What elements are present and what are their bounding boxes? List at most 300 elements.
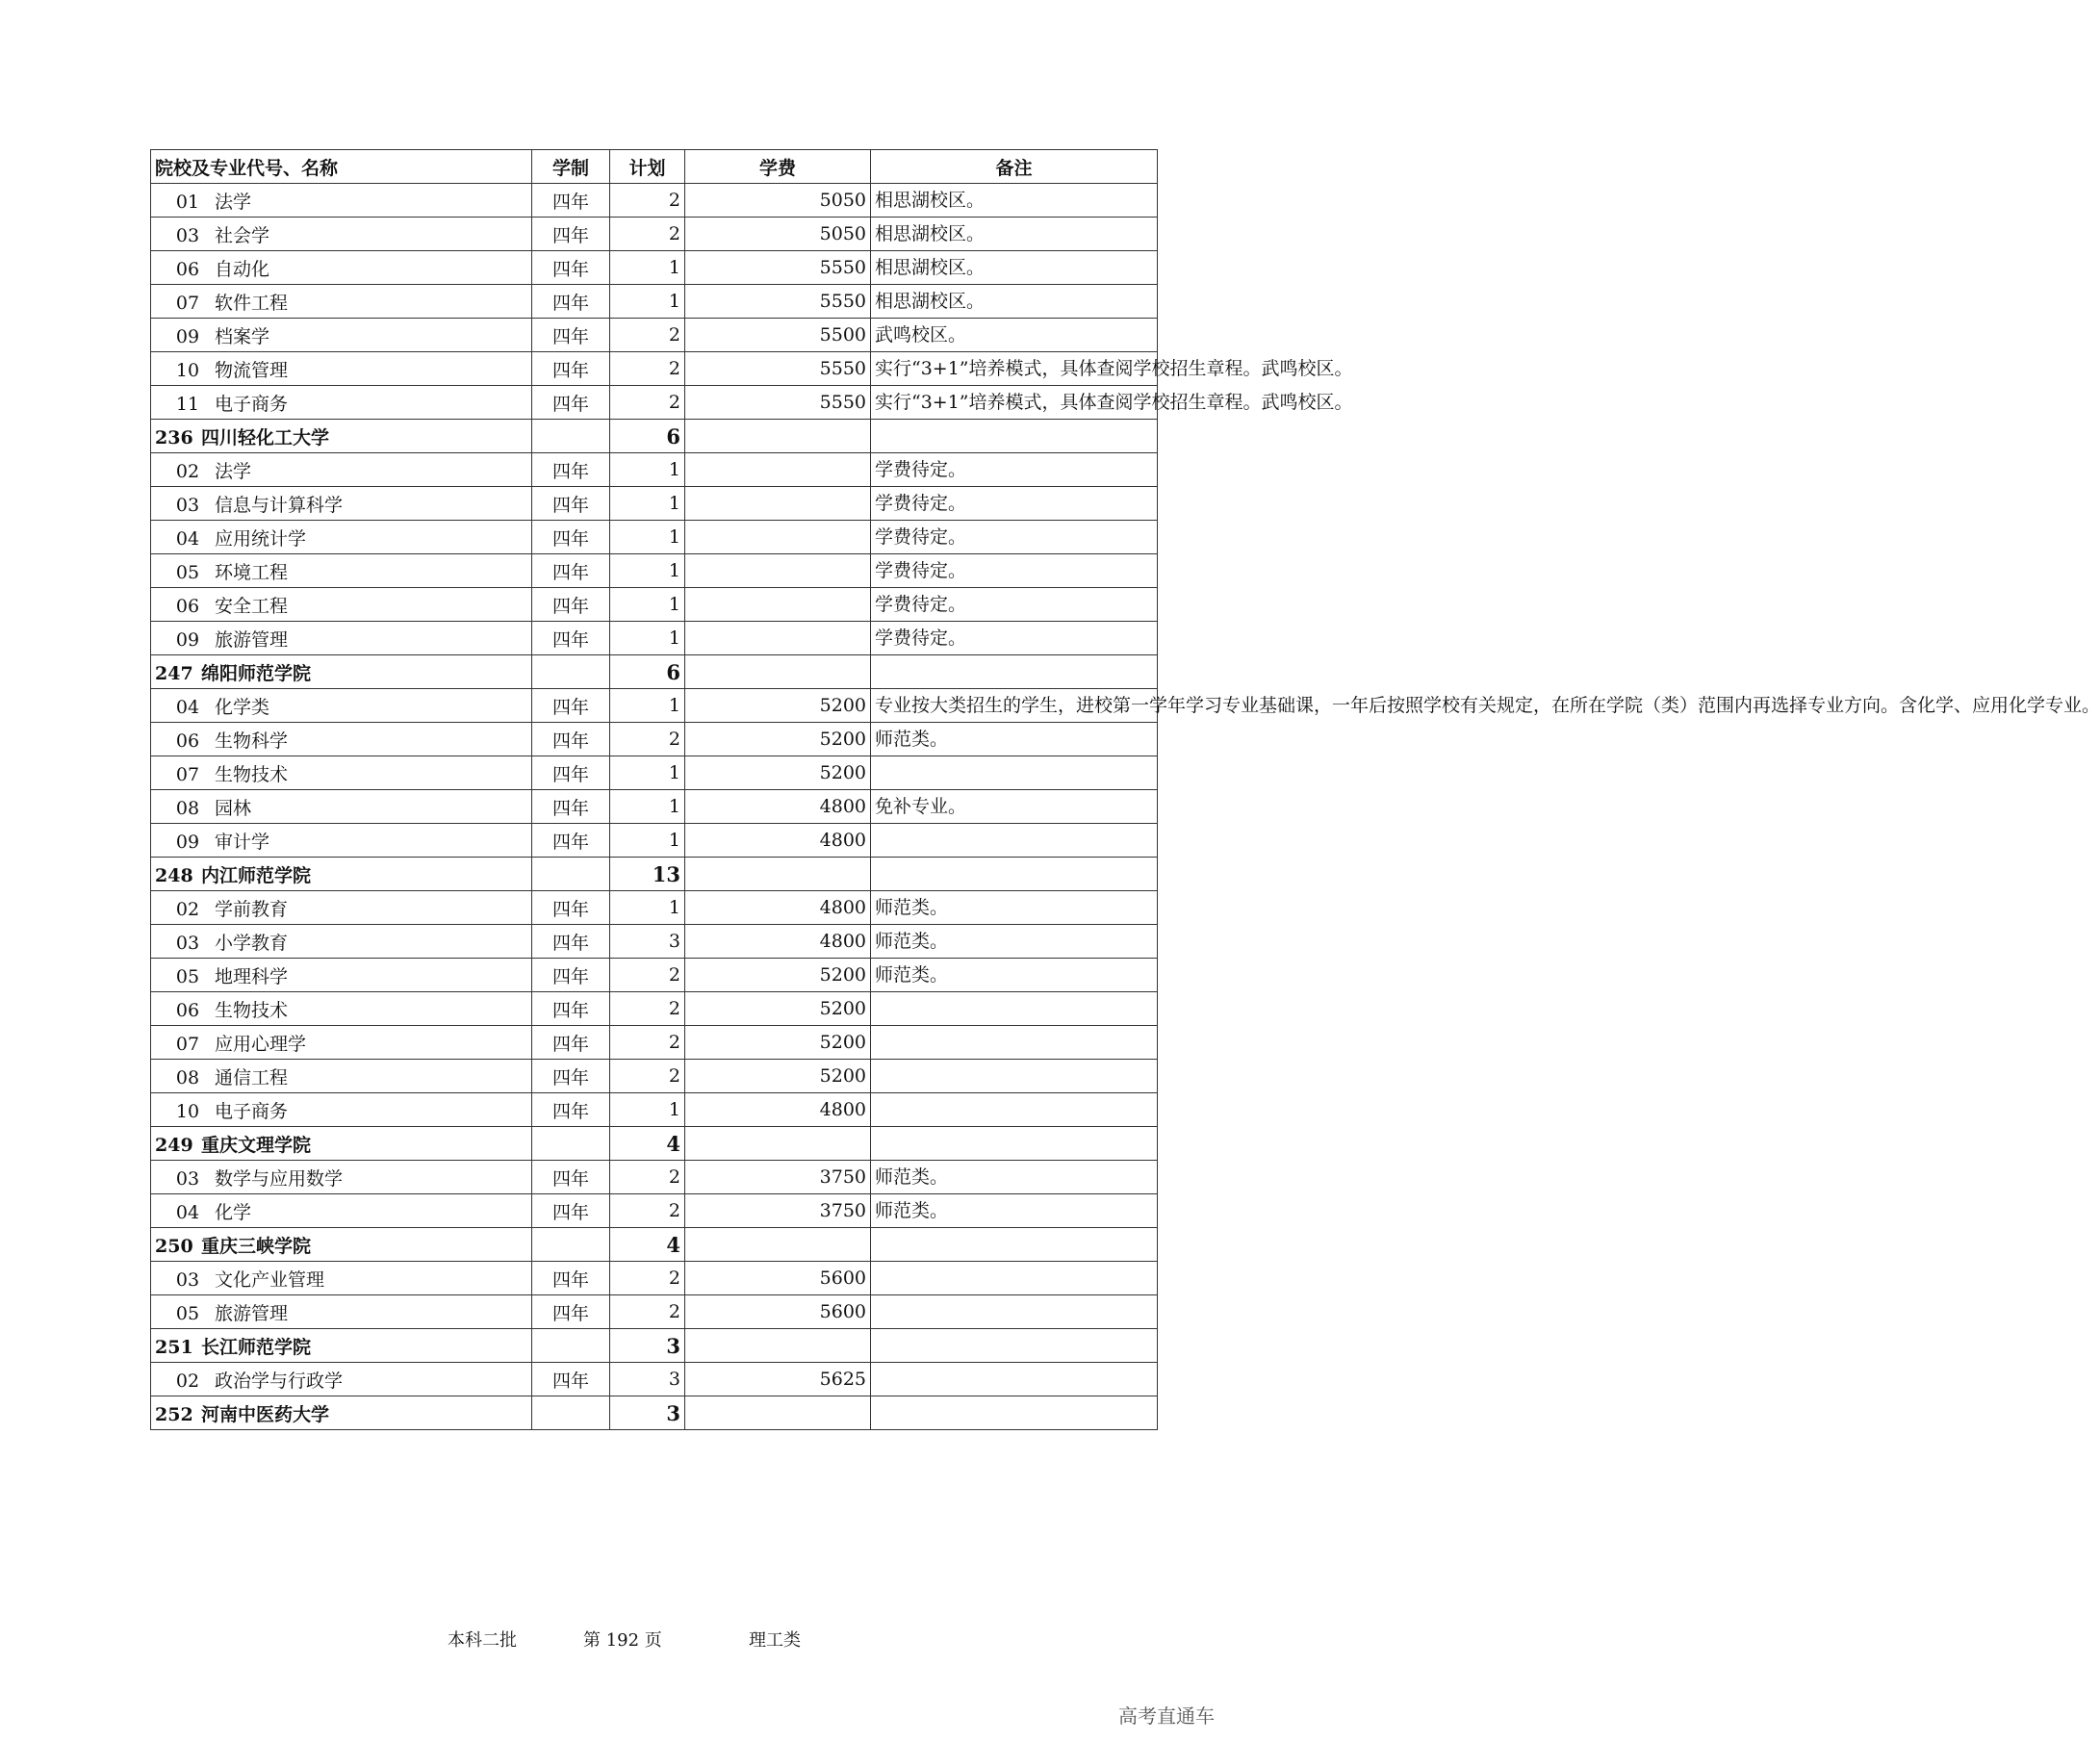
school-plan: 6: [610, 420, 685, 453]
major-name: 学前教育: [215, 898, 289, 920]
major-code: 11: [175, 393, 200, 415]
footer-category: 理工类: [749, 1630, 801, 1651]
major-plan: 2: [610, 1161, 685, 1194]
major-row: [151, 588, 1158, 622]
major-fee: [685, 588, 871, 622]
major-note: 实行“3+1”培养模式，具体查阅学校招生章程。武鸣校区。: [871, 386, 1158, 420]
major-fee: 5200: [685, 1026, 871, 1060]
fee-cell: [685, 1396, 871, 1430]
major-name: 旅游管理: [215, 628, 289, 651]
school-code: 236: [155, 426, 193, 448]
major-system: 四年: [532, 218, 610, 251]
major-row: [151, 251, 1158, 285]
major-name: 档案学: [215, 325, 270, 347]
major-cell: [151, 1060, 532, 1093]
school-name: 重庆文理学院: [201, 1134, 312, 1156]
school-name: 重庆三峡学院: [201, 1235, 312, 1257]
major-code: 06: [175, 595, 200, 617]
footer-page-number: 第 192 页: [583, 1630, 662, 1651]
major-row: [151, 790, 1158, 824]
major-note: 学费待定。: [871, 453, 1158, 487]
major-system: 四年: [532, 285, 610, 319]
major-row: [151, 285, 1158, 319]
major-plan: 3: [610, 1363, 685, 1396]
major-fee: 5050: [685, 218, 871, 251]
major-fee: 5625: [685, 1363, 871, 1396]
major-system: 四年: [532, 925, 610, 959]
major-system: 四年: [532, 319, 610, 352]
school-plan: 4: [610, 1228, 685, 1262]
school-cell: [151, 1329, 532, 1363]
major-row: [151, 352, 1158, 386]
major-code: 02: [175, 460, 200, 482]
school-cell: [151, 858, 532, 891]
major-fee: 5500: [685, 319, 871, 352]
major-note: [871, 1060, 1158, 1093]
major-cell: [151, 723, 532, 756]
major-code: 03: [175, 224, 200, 246]
major-note: [871, 1295, 1158, 1329]
major-cell: [151, 992, 532, 1026]
school-cell: [151, 1228, 532, 1262]
major-note: [871, 824, 1158, 858]
major-name: 园林: [215, 797, 252, 819]
major-cell: [151, 790, 532, 824]
major-plan: 1: [610, 453, 685, 487]
major-name: 生物科学: [215, 730, 289, 752]
major-note: [871, 1093, 1158, 1127]
major-row: [151, 756, 1158, 790]
major-code: 04: [175, 527, 200, 550]
major-row: [151, 723, 1158, 756]
major-code: 05: [175, 1302, 200, 1324]
major-plan: 2: [610, 992, 685, 1026]
major-fee: 5600: [685, 1295, 871, 1329]
major-plan: 1: [610, 756, 685, 790]
major-note: [871, 992, 1158, 1026]
major-fee: 5550: [685, 285, 871, 319]
major-fee: 5200: [685, 689, 871, 723]
major-plan: 1: [610, 891, 685, 925]
major-row: [151, 622, 1158, 655]
major-code: 05: [175, 965, 200, 987]
major-plan: 2: [610, 1262, 685, 1295]
major-plan: 1: [610, 521, 685, 554]
major-cell: [151, 1262, 532, 1295]
school-row: [151, 1228, 1158, 1262]
major-row: [151, 1262, 1158, 1295]
note-cell: [871, 858, 1158, 891]
major-fee: 5200: [685, 959, 871, 992]
major-plan: 1: [610, 588, 685, 622]
major-plan: 1: [610, 790, 685, 824]
school-code: 249: [155, 1134, 193, 1156]
major-note: 学费待定。: [871, 521, 1158, 554]
major-cell: [151, 386, 532, 420]
major-code: 03: [175, 1167, 200, 1190]
fee-cell: [685, 858, 871, 891]
major-row: [151, 689, 1158, 723]
system-cell: [532, 420, 610, 453]
major-row: [151, 925, 1158, 959]
major-plan: 1: [610, 554, 685, 588]
major-plan: 2: [610, 184, 685, 218]
major-name: 环境工程: [215, 561, 289, 583]
major-code: 10: [175, 359, 200, 381]
fee-cell: [685, 1329, 871, 1363]
table-header-row: [151, 150, 1158, 184]
major-fee: 3750: [685, 1194, 871, 1228]
major-row: [151, 1060, 1158, 1093]
header-note: 备注: [871, 150, 1158, 184]
major-note: [871, 1026, 1158, 1060]
school-name: 绵阳师范学院: [201, 662, 312, 684]
major-row: [151, 218, 1158, 251]
major-system: 四年: [532, 352, 610, 386]
major-code: 06: [175, 999, 200, 1021]
major-note: 学费待定。: [871, 622, 1158, 655]
major-plan: 1: [610, 1093, 685, 1127]
major-cell: [151, 1093, 532, 1127]
fee-cell: [685, 1228, 871, 1262]
major-code: 10: [175, 1100, 200, 1122]
major-plan: 2: [610, 1295, 685, 1329]
major-code: 07: [175, 763, 200, 785]
school-row: [151, 1329, 1158, 1363]
school-plan: 3: [610, 1329, 685, 1363]
major-system: 四年: [532, 184, 610, 218]
note-cell: [871, 1228, 1158, 1262]
major-cell: [151, 1161, 532, 1194]
major-note: 专业按大类招生的学生，进校第一学年学习专业基础课，一年后按照学校有关规定，在所在学院（类）范围内再选择专业方向。含化学、应用化学专业。: [871, 689, 1158, 723]
school-plan: 6: [610, 655, 685, 689]
major-name: 安全工程: [215, 595, 289, 617]
major-system: 四年: [532, 959, 610, 992]
major-cell: [151, 554, 532, 588]
major-cell: [151, 689, 532, 723]
major-note: 学费待定。: [871, 588, 1158, 622]
major-system: 四年: [532, 1093, 610, 1127]
major-note: [871, 1262, 1158, 1295]
major-plan: 1: [610, 487, 685, 521]
school-cell: [151, 1396, 532, 1430]
system-cell: [532, 1228, 610, 1262]
major-note: [871, 1363, 1158, 1396]
major-name: 电子商务: [215, 393, 289, 415]
school-name: 内江师范学院: [201, 864, 312, 886]
major-plan: 2: [610, 218, 685, 251]
major-name: 化学: [215, 1201, 252, 1223]
major-note: 免补专业。: [871, 790, 1158, 824]
major-name: 小学教育: [215, 932, 289, 954]
major-system: 四年: [532, 891, 610, 925]
major-note: 武鸣校区。: [871, 319, 1158, 352]
major-row: [151, 386, 1158, 420]
major-system: 四年: [532, 251, 610, 285]
major-code: 07: [175, 1033, 200, 1055]
major-fee: 4800: [685, 891, 871, 925]
major-row: [151, 1161, 1158, 1194]
major-name: 数学与应用数学: [215, 1167, 344, 1190]
major-row: [151, 1363, 1158, 1396]
major-system: 四年: [532, 1161, 610, 1194]
major-system: 四年: [532, 487, 610, 521]
major-cell: [151, 824, 532, 858]
major-code: 06: [175, 730, 200, 752]
school-name: 四川轻化工大学: [201, 426, 330, 448]
major-note: 相思湖校区。: [871, 251, 1158, 285]
major-note: 师范类。: [871, 1161, 1158, 1194]
fee-cell: [685, 655, 871, 689]
major-plan: 2: [610, 1026, 685, 1060]
major-plan: 3: [610, 925, 685, 959]
major-row: [151, 824, 1158, 858]
school-code: 247: [155, 662, 193, 684]
major-row: [151, 554, 1158, 588]
major-fee: [685, 487, 871, 521]
major-name: 通信工程: [215, 1066, 289, 1089]
major-cell: [151, 251, 532, 285]
major-code: 09: [175, 325, 200, 347]
major-name: 旅游管理: [215, 1302, 289, 1324]
major-row: [151, 891, 1158, 925]
major-code: 09: [175, 628, 200, 651]
major-plan: 2: [610, 319, 685, 352]
major-system: 四年: [532, 992, 610, 1026]
major-note: [871, 756, 1158, 790]
school-plan: 13: [610, 858, 685, 891]
major-row: [151, 1194, 1158, 1228]
major-cell: [151, 588, 532, 622]
note-cell: [871, 655, 1158, 689]
major-plan: 2: [610, 1060, 685, 1093]
major-name: 地理科学: [215, 965, 289, 987]
major-system: 四年: [532, 622, 610, 655]
major-row: [151, 1026, 1158, 1060]
major-name: 生物技术: [215, 999, 289, 1021]
major-name: 应用心理学: [215, 1033, 307, 1055]
major-code: 06: [175, 258, 200, 280]
major-plan: 1: [610, 251, 685, 285]
major-plan: 2: [610, 723, 685, 756]
major-fee: 4800: [685, 1093, 871, 1127]
major-note: 师范类。: [871, 1194, 1158, 1228]
major-fee: [685, 554, 871, 588]
major-system: 四年: [532, 588, 610, 622]
major-note: 实行“3+1”培养模式，具体查阅学校招生章程。武鸣校区。: [871, 352, 1158, 386]
school-code: 250: [155, 1235, 193, 1257]
major-plan: 1: [610, 285, 685, 319]
major-name: 化学类: [215, 696, 270, 718]
enrollment-plan-table: [150, 149, 2100, 1430]
major-name: 自动化: [215, 258, 270, 280]
school-code: 248: [155, 864, 193, 886]
system-cell: [532, 1329, 610, 1363]
major-plan: 2: [610, 1194, 685, 1228]
major-row: [151, 1093, 1158, 1127]
major-note: 学费待定。: [871, 487, 1158, 521]
major-row: [151, 184, 1158, 218]
major-note: 学费待定。: [871, 554, 1158, 588]
major-system: 四年: [532, 824, 610, 858]
major-code: 03: [175, 932, 200, 954]
major-plan: 1: [610, 689, 685, 723]
major-cell: [151, 184, 532, 218]
school-plan: 4: [610, 1127, 685, 1161]
major-name: 政治学与行政学: [215, 1370, 344, 1392]
major-note: 师范类。: [871, 891, 1158, 925]
school-code: 251: [155, 1336, 193, 1358]
major-cell: [151, 218, 532, 251]
major-fee: 5200: [685, 1060, 871, 1093]
note-cell: [871, 420, 1158, 453]
school-row: [151, 1127, 1158, 1161]
major-note: 师范类。: [871, 959, 1158, 992]
major-fee: 4800: [685, 790, 871, 824]
footer-batch: 本科二批: [448, 1630, 517, 1651]
school-code: 252: [155, 1403, 193, 1425]
major-system: 四年: [532, 1262, 610, 1295]
major-system: 四年: [532, 521, 610, 554]
header-plan: 计划: [610, 150, 685, 184]
major-plan: 1: [610, 622, 685, 655]
major-fee: 5050: [685, 184, 871, 218]
header-name: 院校及专业代号、名称: [151, 150, 532, 184]
major-name: 信息与计算科学: [215, 494, 344, 516]
major-system: 四年: [532, 554, 610, 588]
major-system: 四年: [532, 453, 610, 487]
major-name: 生物技术: [215, 763, 289, 785]
major-fee: 5600: [685, 1262, 871, 1295]
major-cell: [151, 453, 532, 487]
major-system: 四年: [532, 1295, 610, 1329]
note-cell: [871, 1127, 1158, 1161]
major-row: [151, 1295, 1158, 1329]
major-plan: 2: [610, 352, 685, 386]
major-cell: [151, 1026, 532, 1060]
system-cell: [532, 858, 610, 891]
major-fee: 5200: [685, 756, 871, 790]
major-row: [151, 521, 1158, 554]
school-row: [151, 655, 1158, 689]
major-name: 物流管理: [215, 359, 289, 381]
major-row: [151, 487, 1158, 521]
school-cell: [151, 1127, 532, 1161]
major-plan: 2: [610, 386, 685, 420]
fee-cell: [685, 420, 871, 453]
major-fee: 5550: [685, 352, 871, 386]
major-fee: 5550: [685, 386, 871, 420]
header-fee: 学费: [685, 150, 871, 184]
major-cell: [151, 352, 532, 386]
note-cell: [871, 1396, 1158, 1430]
system-cell: [532, 655, 610, 689]
major-fee: [685, 521, 871, 554]
major-plan: 2: [610, 959, 685, 992]
major-name: 文化产业管理: [215, 1268, 325, 1291]
major-code: 09: [175, 831, 200, 853]
major-code: 02: [175, 898, 200, 920]
major-code: 02: [175, 1370, 200, 1392]
major-fee: 5200: [685, 723, 871, 756]
major-fee: 3750: [685, 1161, 871, 1194]
major-cell: [151, 925, 532, 959]
major-name: 法学: [215, 191, 252, 213]
major-code: 07: [175, 292, 200, 314]
major-name: 电子商务: [215, 1100, 289, 1122]
major-row: [151, 992, 1158, 1026]
major-name: 社会学: [215, 224, 270, 246]
major-note: 师范类。: [871, 925, 1158, 959]
major-note: 相思湖校区。: [871, 218, 1158, 251]
header-system: 学制: [532, 150, 610, 184]
school-cell: [151, 420, 532, 453]
major-fee: 5200: [685, 992, 871, 1026]
major-row: [151, 319, 1158, 352]
major-name: 法学: [215, 460, 252, 482]
major-system: 四年: [532, 1363, 610, 1396]
major-code: 03: [175, 494, 200, 516]
major-code: 08: [175, 797, 200, 819]
major-note: 相思湖校区。: [871, 184, 1158, 218]
major-cell: [151, 319, 532, 352]
major-system: 四年: [532, 756, 610, 790]
major-system: 四年: [532, 689, 610, 723]
note-cell: [871, 1329, 1158, 1363]
major-system: 四年: [532, 723, 610, 756]
major-row: [151, 453, 1158, 487]
major-note: 师范类。: [871, 723, 1158, 756]
major-system: 四年: [532, 1026, 610, 1060]
major-cell: [151, 1363, 532, 1396]
major-cell: [151, 285, 532, 319]
school-plan: 3: [610, 1396, 685, 1430]
major-cell: [151, 521, 532, 554]
major-cell: [151, 891, 532, 925]
major-cell: [151, 487, 532, 521]
system-cell: [532, 1127, 610, 1161]
school-row: [151, 1396, 1158, 1430]
school-row: [151, 420, 1158, 453]
major-system: 四年: [532, 386, 610, 420]
major-code: 01: [175, 191, 200, 213]
school-cell: [151, 655, 532, 689]
major-fee: 4800: [685, 925, 871, 959]
major-row: [151, 959, 1158, 992]
major-code: 08: [175, 1066, 200, 1089]
major-system: 四年: [532, 1060, 610, 1093]
major-cell: [151, 1295, 532, 1329]
major-name: 软件工程: [215, 292, 289, 314]
major-cell: [151, 1194, 532, 1228]
major-note: 相思湖校区。: [871, 285, 1158, 319]
major-fee: 5550: [685, 251, 871, 285]
major-plan: 1: [610, 824, 685, 858]
major-cell: [151, 756, 532, 790]
major-system: 四年: [532, 790, 610, 824]
major-system: 四年: [532, 1194, 610, 1228]
major-cell: [151, 959, 532, 992]
watermark: 高考直通车: [1118, 1704, 1215, 1728]
major-fee: [685, 622, 871, 655]
major-fee: [685, 453, 871, 487]
major-code: 04: [175, 696, 200, 718]
major-cell: [151, 622, 532, 655]
major-fee: 4800: [685, 824, 871, 858]
major-code: 03: [175, 1268, 200, 1291]
major-code: 04: [175, 1201, 200, 1223]
major-name: 审计学: [215, 831, 270, 853]
